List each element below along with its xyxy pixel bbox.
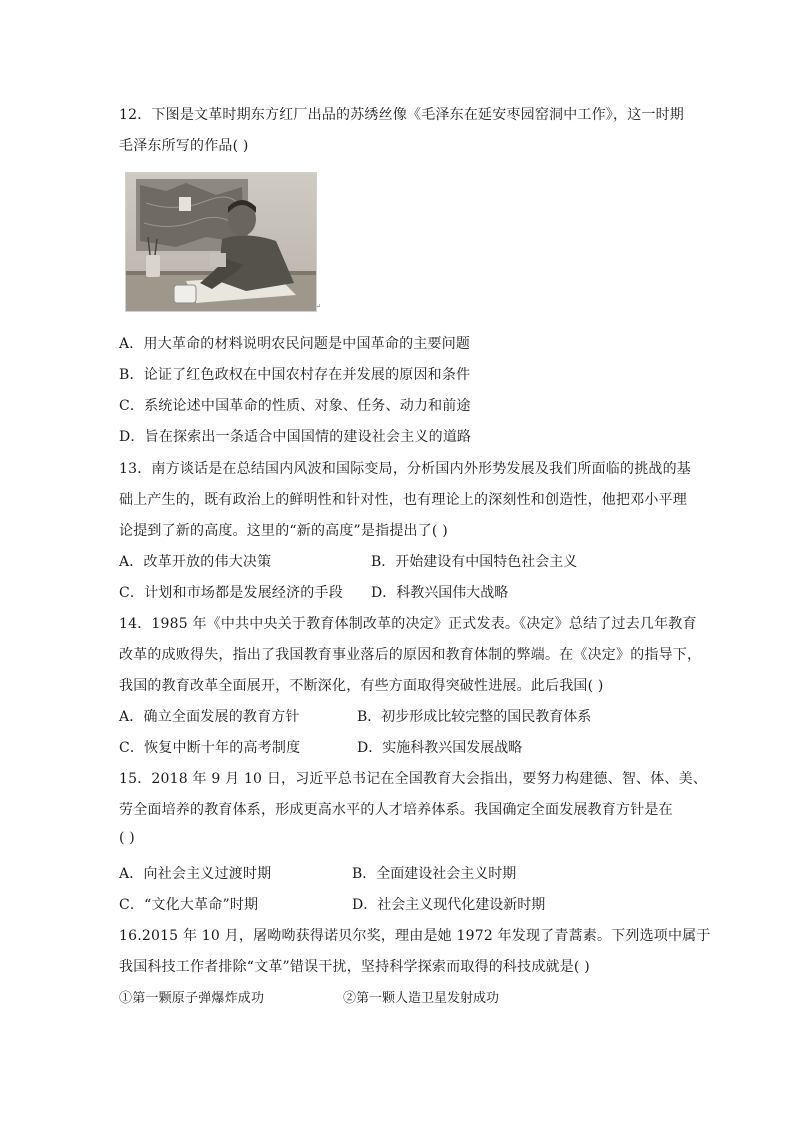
q15-option-a: A．向社会主义过渡时期: [119, 866, 272, 882]
q16-item-2: ②第一颗人造卫星发射成功: [343, 991, 500, 1006]
q13-option-c: C．计划和市场都是发展经济的手段: [119, 585, 343, 601]
mao-silk-portrait-image: [125, 172, 317, 312]
q15-stem-line3: ( ): [119, 830, 135, 846]
q14-option-d: D．实施科教兴国发展战略: [357, 740, 523, 756]
q15-option-d: D．社会主义现代化建设新时期: [352, 897, 546, 913]
q12-option-c: C．系统论述中国革命的性质、对象、任务、动力和前途: [119, 398, 471, 414]
q13-stem-line3: 论提到了新的高度。这里的“新的高度”是指提出了( ): [119, 523, 448, 539]
q13-option-d: D．科教兴国伟大战略: [371, 585, 509, 601]
q14-option-c: C．恢复中断十年的高考制度: [119, 740, 301, 756]
q14-option-b: B．初步形成比较完整的国民教育体系: [357, 709, 592, 725]
q14-stem-line3: 我国的教育改革全面展开，不断深化，有些方面取得突破性进展。此后我国( ): [119, 678, 604, 694]
q15-option-c: C．“文化大革命”时期: [119, 897, 259, 913]
q13-stem-line2: 础上产生的，既有政治上的鲜明性和针对性，也有理论上的深刻性和创造性，他把邓小平理: [119, 492, 687, 508]
photo-return-mark: ↵: [316, 303, 322, 310]
q13-option-b: B．开始建设有中国特色社会主义: [371, 554, 578, 570]
q14-option-a: A．确立全面发展的教育方针: [119, 709, 300, 725]
q15-stem-line2: 劳全面培养的教育体系，形成更高水平的人才培养体系。我国确定全面发展教育方针是在: [119, 802, 673, 818]
q13-option-a: A．改革开放的伟大决策: [119, 554, 272, 570]
q14-stem-line2: 改革的成败得失，指出了我国教育事业落后的原因和教育体制的弊端。在《决定》的指导下，: [119, 647, 702, 663]
q12-option-b: B．论证了红色政权在中国农村存在并发展的原因和条件: [119, 367, 471, 383]
q12-option-d: D．旨在探索出一条适合中国国情的建设社会主义的道路: [119, 429, 472, 445]
q16-stem-line1: 16.2015 年 10 月，屠呦呦获得诺贝尔奖，理由是她 1972 年发现了青蒿素。下列选项中属于: [119, 928, 711, 944]
q15-option-b: B．全面建设社会主义时期: [352, 866, 517, 882]
q14-stem-line1: 14．1985 年《中共中央关于教育体制改革的决定》正式发表。《决定》总结了过去几年教育: [119, 616, 697, 632]
q16-item-1: ①第一颗原子弹爆炸成功: [119, 991, 265, 1006]
q12-stem-line2: 毛泽东所写的作品( ): [119, 138, 249, 154]
q13-stem-line1: 13．南方谈话是在总结国内风波和国际变局，分析国内外形势发展及我们所面临的挑战的基: [119, 461, 692, 477]
portrait-illustration: [126, 173, 316, 311]
q12-stem-line1: 12．下图是文革时期东方红厂出品的苏绣丝像《毛泽东在延安枣园窑洞中工作》，这一时期: [119, 107, 685, 123]
q16-stem-line2: 我国科技工作者排除“文革”错误干扰，坚持科学探索而取得的科技成就是( ): [119, 959, 590, 975]
q12-option-a: A．用大革命的材料说明农民问题是中国革命的主要问题: [119, 336, 471, 352]
q15-stem-line1: 15．2018 年 9 月 10 日，习近平总书记在全国教育大会指出，要努力构建德、智、体、美、: [119, 771, 708, 787]
